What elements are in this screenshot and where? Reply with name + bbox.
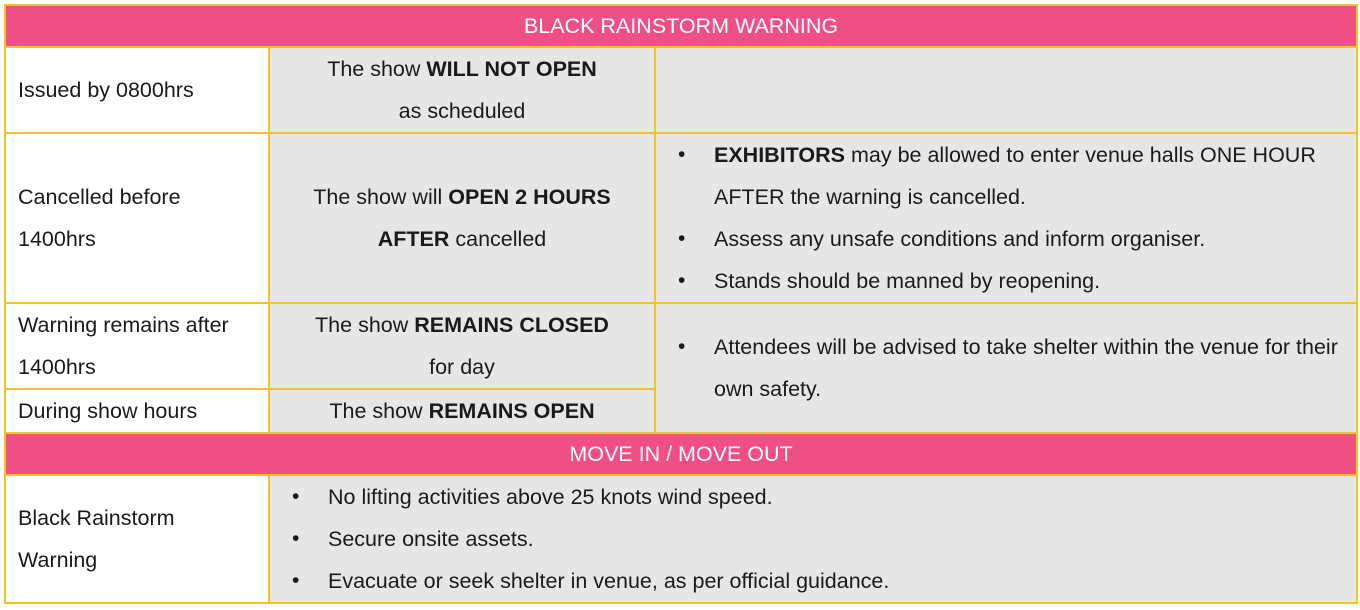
section-header-row <box>5 433 1357 475</box>
show-text: The show <box>315 313 415 337</box>
actions-cell <box>269 475 1357 603</box>
show-text: The show <box>327 57 427 81</box>
show-text: The show <box>329 399 429 423</box>
condition-text: Warning <box>18 548 98 572</box>
bullet-text: Stands should be manned by reopening. <box>714 269 1101 293</box>
list-item <box>270 560 1356 602</box>
show-text: as scheduled <box>398 99 526 123</box>
show-status-bold: AFTER <box>377 227 450 251</box>
show-text: The show will <box>313 185 449 209</box>
actions-cell <box>655 303 1357 433</box>
condition-cell <box>5 47 269 133</box>
show-text: cancelled <box>449 227 547 251</box>
bullet-text: Assess any unsafe conditions and inform organiser. <box>714 227 1206 251</box>
bullet-bold-text: EXHIBITORS <box>714 143 846 167</box>
table-row <box>5 475 1357 603</box>
condition-text: Black Rainstorm <box>18 506 175 530</box>
section-header-row <box>5 5 1357 47</box>
section-title-black-rainstorm: BLACK RAINSTORM WARNING <box>5 5 1357 47</box>
bullet-text: No lifting activities above 25 knots wind speed. <box>328 485 773 509</box>
actions-cell <box>655 47 1357 133</box>
show-status-cell <box>269 389 655 433</box>
condition-cell <box>5 133 269 303</box>
bullet-list <box>656 326 1356 410</box>
show-status-cell <box>269 303 655 389</box>
show-status-bold: WILL NOT OPEN <box>426 57 597 81</box>
table-row <box>5 133 1357 303</box>
condition-text: Cancelled before <box>18 185 181 209</box>
rainstorm-table <box>4 4 1358 604</box>
condition-text: During show hours <box>18 399 198 423</box>
list-item <box>270 518 1356 560</box>
condition-text: Issued by 0800hrs <box>18 78 194 102</box>
condition-text: 1400hrs <box>18 227 96 251</box>
section-title-move-in-out: MOVE IN / MOVE OUT <box>5 433 1357 475</box>
list-item <box>656 326 1356 410</box>
show-status-cell <box>269 133 655 303</box>
show-status-bold: REMAINS OPEN <box>428 399 595 423</box>
show-status-bold: REMAINS CLOSED <box>414 313 609 337</box>
table-row <box>5 303 1357 389</box>
condition-cell <box>5 303 269 389</box>
bullet-text: may be allowed to enter venue halls ONE HOUR AFTER the warning is cancelled. <box>714 143 1316 209</box>
bullet-list <box>656 134 1356 302</box>
table-row <box>5 47 1357 133</box>
list-item <box>270 476 1356 518</box>
show-status-bold: OPEN 2 HOURS <box>448 185 611 209</box>
bullet-text: Secure onsite assets. <box>328 527 534 551</box>
show-text: for day <box>429 355 495 379</box>
bullet-list <box>270 476 1356 602</box>
condition-cell <box>5 389 269 433</box>
actions-cell <box>655 133 1357 303</box>
condition-text: 1400hrs <box>18 355 96 379</box>
condition-text: Warning remains after <box>18 313 229 337</box>
list-item <box>656 134 1356 218</box>
bullet-text: Attendees will be advised to take shelter within the venue for their own safety. <box>714 335 1338 401</box>
list-item <box>656 218 1356 260</box>
bullet-text: Evacuate or seek shelter in venue, as per official guidance. <box>328 569 890 593</box>
condition-cell <box>5 475 269 603</box>
show-status-cell <box>269 47 655 133</box>
list-item <box>656 260 1356 302</box>
